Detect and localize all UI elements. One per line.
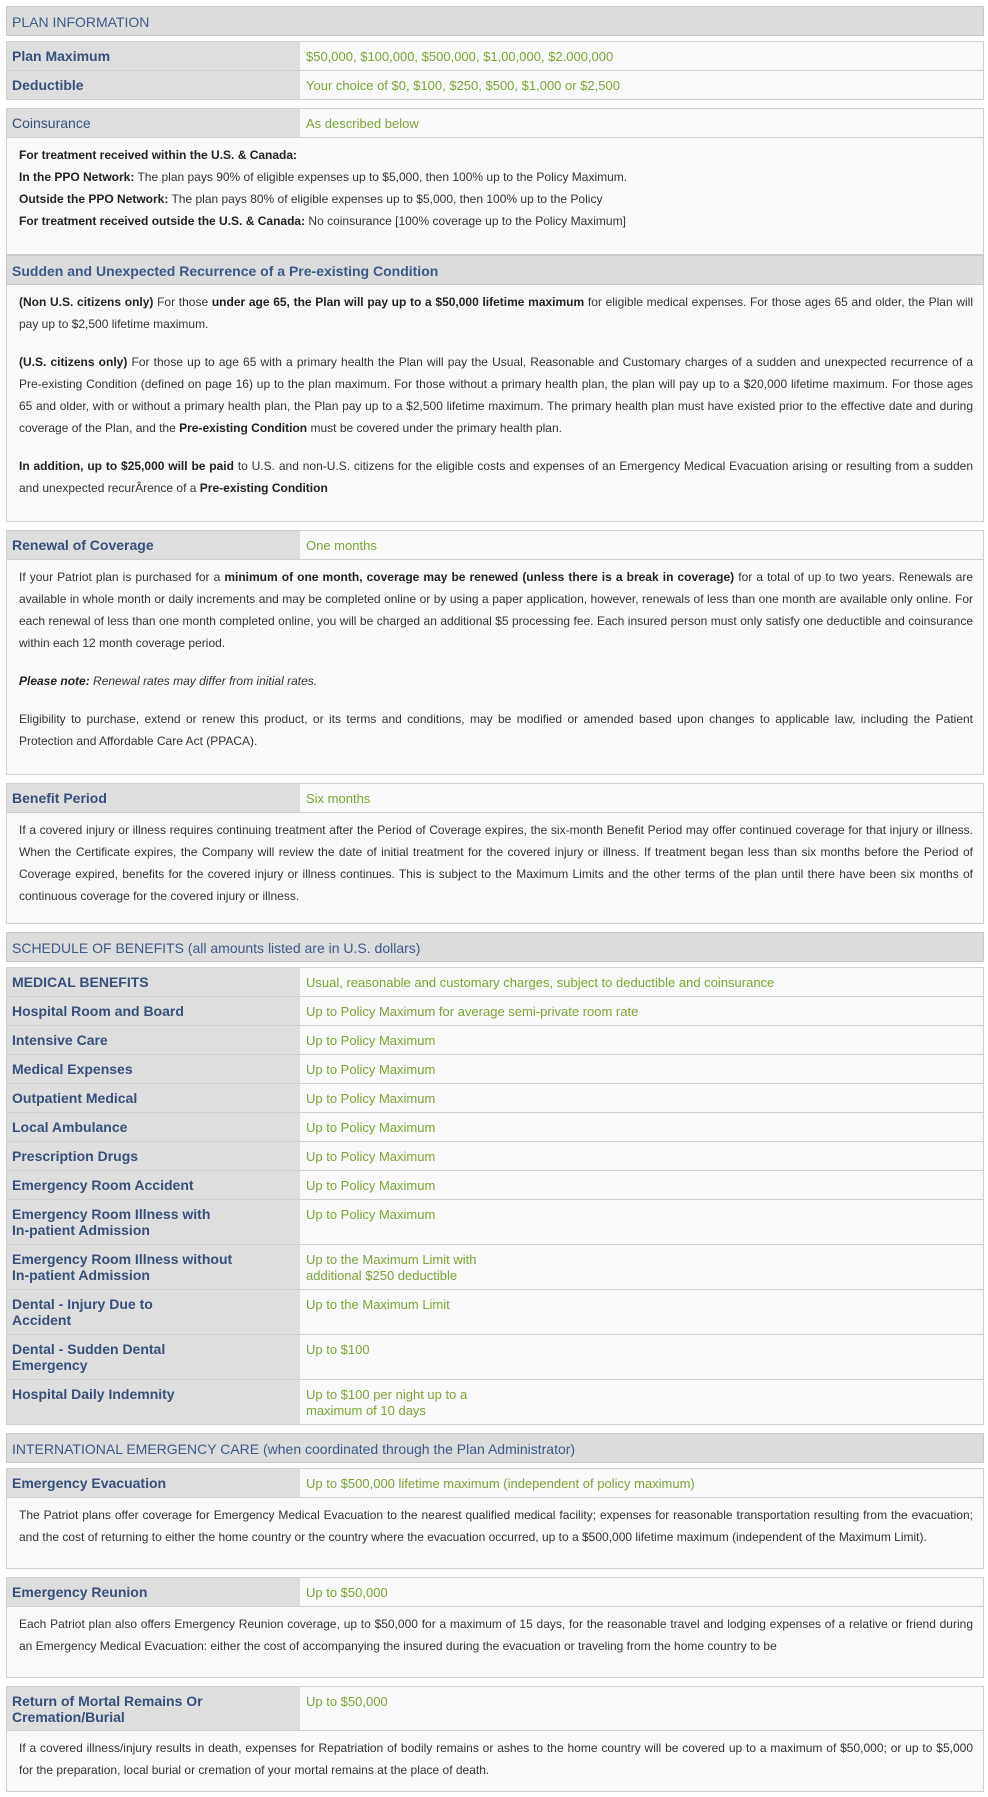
schedule-row-value (300, 1142, 983, 1170)
schedule-row-label (7, 1171, 300, 1199)
benefit-period-row (6, 783, 984, 813)
deductible-row (6, 71, 984, 100)
schedule-row-label-line1: Dental - Sudden Dental (12, 1341, 166, 1357)
outside-us-text: No coinsurance [100% coverage up to the Policy Maximum] (305, 214, 626, 228)
coinsurance-details (6, 138, 984, 255)
schedule-row-value-line1: Up to Policy Maximum (306, 1091, 436, 1106)
schedule-row-label (7, 968, 300, 996)
schedule-row-label (7, 1335, 300, 1379)
schedule-row (6, 1026, 984, 1055)
schedule-row-label-line2: In-patient Admission (12, 1222, 150, 1238)
ppo-network-heading: In the PPO Network: (19, 170, 135, 184)
schedule-row-label-line1: Dental - Injury Due to (12, 1296, 153, 1312)
schedule-row (6, 1200, 984, 1245)
schedule-row-value-line1: Up to Policy Maximum (306, 1178, 436, 1193)
schedule-row-label-line1: Outpatient Medical (12, 1090, 138, 1106)
evacuation-text: The Patriot plans offer coverage for Emergency Medical Evacuation to the nearest qualified medical facility; expenses for reasonable transportation resulting from the evacuation; and the cost of returning to either the home country or the country where the evacuation occurred, up to a $500,000 lifetime maximum (independent of the Maximum Limit). (19, 1508, 973, 1544)
reunion-text: Each Patriot plan also offers Emergency Reunion coverage, up to $50,000 for a maximum of 15 days, for the reasonable travel and lodging expenses of a relative or friend during an Emergency Medical Evacuation: either the cost of accompanying the insured during the evacuation or traveling from the home country to be (19, 1617, 973, 1653)
schedule-row-value-line1: Up to Policy Maximum (306, 1062, 436, 1077)
schedule-row (6, 1335, 984, 1380)
recurrence-p1-text-a: For those (153, 295, 212, 309)
schedule-row-value (300, 1245, 983, 1289)
schedule-row-value (300, 1200, 983, 1244)
schedule-row-label-line1: Hospital Room and Board (12, 1003, 184, 1019)
recurrence-p2-text-b: must be covered under the primary health plan. (307, 421, 562, 435)
renewal-p1-emphasis: minimum of one month, coverage may be renewed (unless there is a break in coverage) (224, 570, 735, 584)
recurrence-p2-text-a: For those up to age 65 with a primary health the Plan will pay the Usual, Reasonable and Customary charges of a sudden and unexpected recurrence of a Pre-existing Condition (defined on page 16) up to the plan maximum. For those without a primary health plan, the plan will pay up to a $20,000 lifetime maximum. For those ages 65 and older, with or without a primary health plan, the Plan pay up to a $2,500 lifetime maximum. The primary health plan must have existed prior to the effective date and during coverage of the Plan, and the (19, 355, 973, 435)
reunion-details (6, 1607, 984, 1678)
coinsurance-value: As described below (300, 109, 983, 137)
schedule-row-label-line1: Local Ambulance (12, 1119, 128, 1135)
schedule-row-label-line1: Emergency Room Illness with (12, 1206, 211, 1222)
deductible-label: Deductible (7, 71, 300, 99)
outside-us-heading: For treatment received outside the U.S. & Canada: (19, 214, 306, 228)
recurrence-p1-emphasis: under age 65, the Plan will pay up to a $50,000 lifetime maximum (211, 295, 585, 309)
section-header-plan-information: PLAN INFORMATION (6, 6, 984, 36)
plan-maximum-value: $50,000, $100,000, $500,000, $1,00,000, $2.000,000 (300, 42, 983, 70)
us-citizens-label: (U.S. citizens only) (19, 355, 128, 369)
schedule-row-value-line1: Up to the Maximum Limit (306, 1297, 450, 1312)
ppo-network-text: The plan pays 90% of eligible expenses up to $5,000, then 100% up to the Policy Maximum. (134, 170, 628, 184)
remains-row (6, 1686, 984, 1731)
renewal-p1-text-a: If your Patriot plan is purchased for a (19, 570, 225, 584)
schedule-row-label (7, 1380, 300, 1424)
schedule-row-label (7, 1290, 300, 1334)
schedule-row (6, 967, 984, 997)
section-header-recurrence: Sudden and Unexpected Recurrence of a Pre-existing Condition (6, 255, 984, 285)
schedule-row (6, 1171, 984, 1200)
schedule-row-value-line1: Up to Policy Maximum (306, 1033, 436, 1048)
schedule-row-value (300, 1113, 983, 1141)
schedule-row-label (7, 1113, 300, 1141)
renewal-p1-text-b: for a total of up to two years. Renewals are available in whole month or daily increments and may be completed online or by using a paper application, however, renewals of less than one month are available only online. For each renewal of less than one month completed online, you will be charged an additional $5 processing fee. Each insured person must only satisfy one deductible and coinsurance within each 12 month coverage period. (19, 570, 974, 650)
schedule-row (6, 1142, 984, 1171)
schedule-row-label (7, 997, 300, 1025)
remains-label (7, 1687, 300, 1730)
schedule-row-label-line2: Emergency (12, 1357, 88, 1373)
schedule-row-label (7, 1142, 300, 1170)
schedule-row-label (7, 1055, 300, 1083)
remains-label-line2: Cremation/Burial (12, 1709, 125, 1725)
schedule-row-value-line1: Up to Policy Maximum (306, 1207, 436, 1222)
schedule-row-value (300, 968, 983, 996)
schedule-row-value (300, 1380, 983, 1424)
benefit-period-value: Six months (300, 784, 983, 812)
evacuation-label: Emergency Evacuation (7, 1469, 300, 1497)
outside-ppo-text: The plan pays 80% of eligible expenses up to $5,000, then 100% up to the Policy (168, 192, 603, 206)
schedule-row-value (300, 1026, 983, 1054)
renewal-value: One months (300, 531, 983, 559)
schedule-row (6, 1113, 984, 1142)
schedule-row-label (7, 1084, 300, 1112)
schedule-row-value-line1: Up to Policy Maximum (306, 1120, 436, 1135)
schedule-row-label-line2: In-patient Admission (12, 1267, 150, 1283)
recurrence-p2-emphasis: Pre-existing Condition (179, 421, 308, 435)
coinsurance-label: Coinsurance (7, 109, 300, 137)
schedule-row-value (300, 1171, 983, 1199)
coinsurance-row (6, 108, 984, 138)
schedule-row-value (300, 1335, 983, 1379)
benefit-period-text: If a covered injury or illness requires continuing treatment after the Period of Coverage expires, the six-month Benefit Period may offer continued coverage for that injury or illness. When the Certificate expires, the Company will review the date of initial treatment for the covered injury or illness. If treatment began less than six months before the Period of Coverage expired, benefits for the covered injury or illness continues. This is subject to the Maximum Limits and the other terms of the plan until there have been six months of continuous coverage for the covered injury or illness. (19, 823, 973, 903)
plan-maximum-row (6, 41, 984, 71)
recurrence-p3-emphasis: In addition, up to $25,000 will be paid (19, 459, 234, 473)
renewal-eligibility-text: Eligibility to purchase, extend or renew this product, or its terms and conditions, may be modified or amended based upon changes to applicable law, including the Patient Protection and Affordable Care Act (PPACA). (19, 712, 973, 748)
schedule-row-value (300, 997, 983, 1025)
recurrence-p3-text: to U.S. and non-U.S. citizens for the eligible costs and expenses of an Emergency Medical Evacuation arising or resulting from a sudden and unexpected recurÂrence of a (19, 459, 973, 495)
non-us-citizens-label: (Non U.S. citizens only) (19, 295, 154, 309)
schedule-row-value-line1: Up to Policy Maximum for average semi-private room rate (306, 1004, 639, 1019)
schedule-row-label-line1: Hospital Daily Indemnity (12, 1386, 175, 1402)
schedule-row-value-line1: Up to $100 (306, 1342, 370, 1357)
recurrence-details (6, 285, 984, 522)
recurrence-p1-text-b: for eligible medical expenses. For those ages 65 and older, the Plan will pay up to $2,500 lifetime maximum. (19, 295, 973, 331)
schedule-row (6, 997, 984, 1026)
remains-text: If a covered illness/injury results in death, expenses for Repatriation of bodily remains or ashes to the home country will be covered up to a maximum of $50,000; or up to $5,000 for the preparation, local burial or cremation of your mortal remains at the place of death. (19, 1741, 973, 1777)
recurrence-p3-emphasis-2: Pre-existing Condition (199, 481, 328, 495)
schedule-row-label (7, 1026, 300, 1054)
schedule-row-label-line1: Intensive Care (12, 1032, 108, 1048)
schedule-row-label-line2: Accident (12, 1312, 72, 1328)
plan-maximum-label: Plan Maximum (7, 42, 300, 70)
schedule-row-value (300, 1055, 983, 1083)
plan-document (6, 0, 984, 1792)
schedule-row (6, 1055, 984, 1084)
reunion-row (6, 1577, 984, 1607)
schedule-row-value-line1: Up to the Maximum Limit with (306, 1252, 477, 1267)
schedule-row-label-line1: Emergency Room Illness without (12, 1251, 233, 1267)
section-header-international: INTERNATIONAL EMERGENCY CARE (when coordinated through the Plan Administrator) (6, 1433, 984, 1463)
schedule-row-label (7, 1245, 300, 1289)
outside-ppo-heading: Outside the PPO Network: (19, 192, 169, 206)
schedule-row-value-line2: maximum of 10 days (306, 1403, 426, 1418)
evacuation-row (6, 1468, 984, 1498)
schedule-row-value-line1: Usual, reasonable and customary charges, subject to deductible and coinsurance (306, 975, 775, 990)
schedule-row-label-line1: MEDICAL BENEFITS (12, 974, 149, 990)
schedule-row-label-line1: Emergency Room Accident (12, 1177, 194, 1193)
schedule-row-value-line2: additional $250 deductible (306, 1268, 458, 1283)
schedule-row (6, 1380, 984, 1425)
schedule-row (6, 1084, 984, 1113)
benefit-period-details (6, 813, 984, 924)
schedule-row-value-line1: Up to Policy Maximum (306, 1149, 436, 1164)
reunion-label: Emergency Reunion (7, 1578, 300, 1606)
schedule-row-value (300, 1084, 983, 1112)
renewal-details (6, 560, 984, 775)
section-header-schedule: SCHEDULE OF BENEFITS (all amounts listed are in U.S. dollars) (6, 932, 984, 962)
benefit-period-label: Benefit Period (7, 784, 300, 812)
remains-details (6, 1731, 984, 1792)
schedule-row-label-line1: Medical Expenses (12, 1061, 133, 1077)
schedule-row (6, 1245, 984, 1290)
evacuation-value: Up to $500,000 lifetime maximum (independent of policy maximum) (300, 1469, 983, 1497)
renewal-row (6, 530, 984, 560)
schedule-row (6, 1290, 984, 1335)
schedule-table (6, 967, 984, 1425)
deductible-value: Your choice of $0, $100, $250, $500, $1,000 or $2,500 (300, 71, 983, 99)
schedule-row-value-line1: Up to $100 per night up to a (306, 1387, 468, 1402)
reunion-value: Up to $50,000 (300, 1578, 983, 1606)
evacuation-details (6, 1498, 984, 1569)
remains-value: Up to $50,000 (300, 1687, 983, 1730)
renewal-label: Renewal of Coverage (7, 531, 300, 559)
schedule-row-label (7, 1200, 300, 1244)
renewal-note-text: Renewal rates may differ from initial rates. (89, 674, 318, 688)
schedule-row-label-line1: Prescription Drugs (12, 1148, 139, 1164)
renewal-note-label: Please note: (19, 674, 90, 688)
schedule-row-value (300, 1290, 983, 1334)
coinsurance-within-heading: For treatment received within the U.S. & Canada: (19, 148, 298, 162)
remains-label-line1: Return of Mortal Remains Or (12, 1693, 203, 1709)
